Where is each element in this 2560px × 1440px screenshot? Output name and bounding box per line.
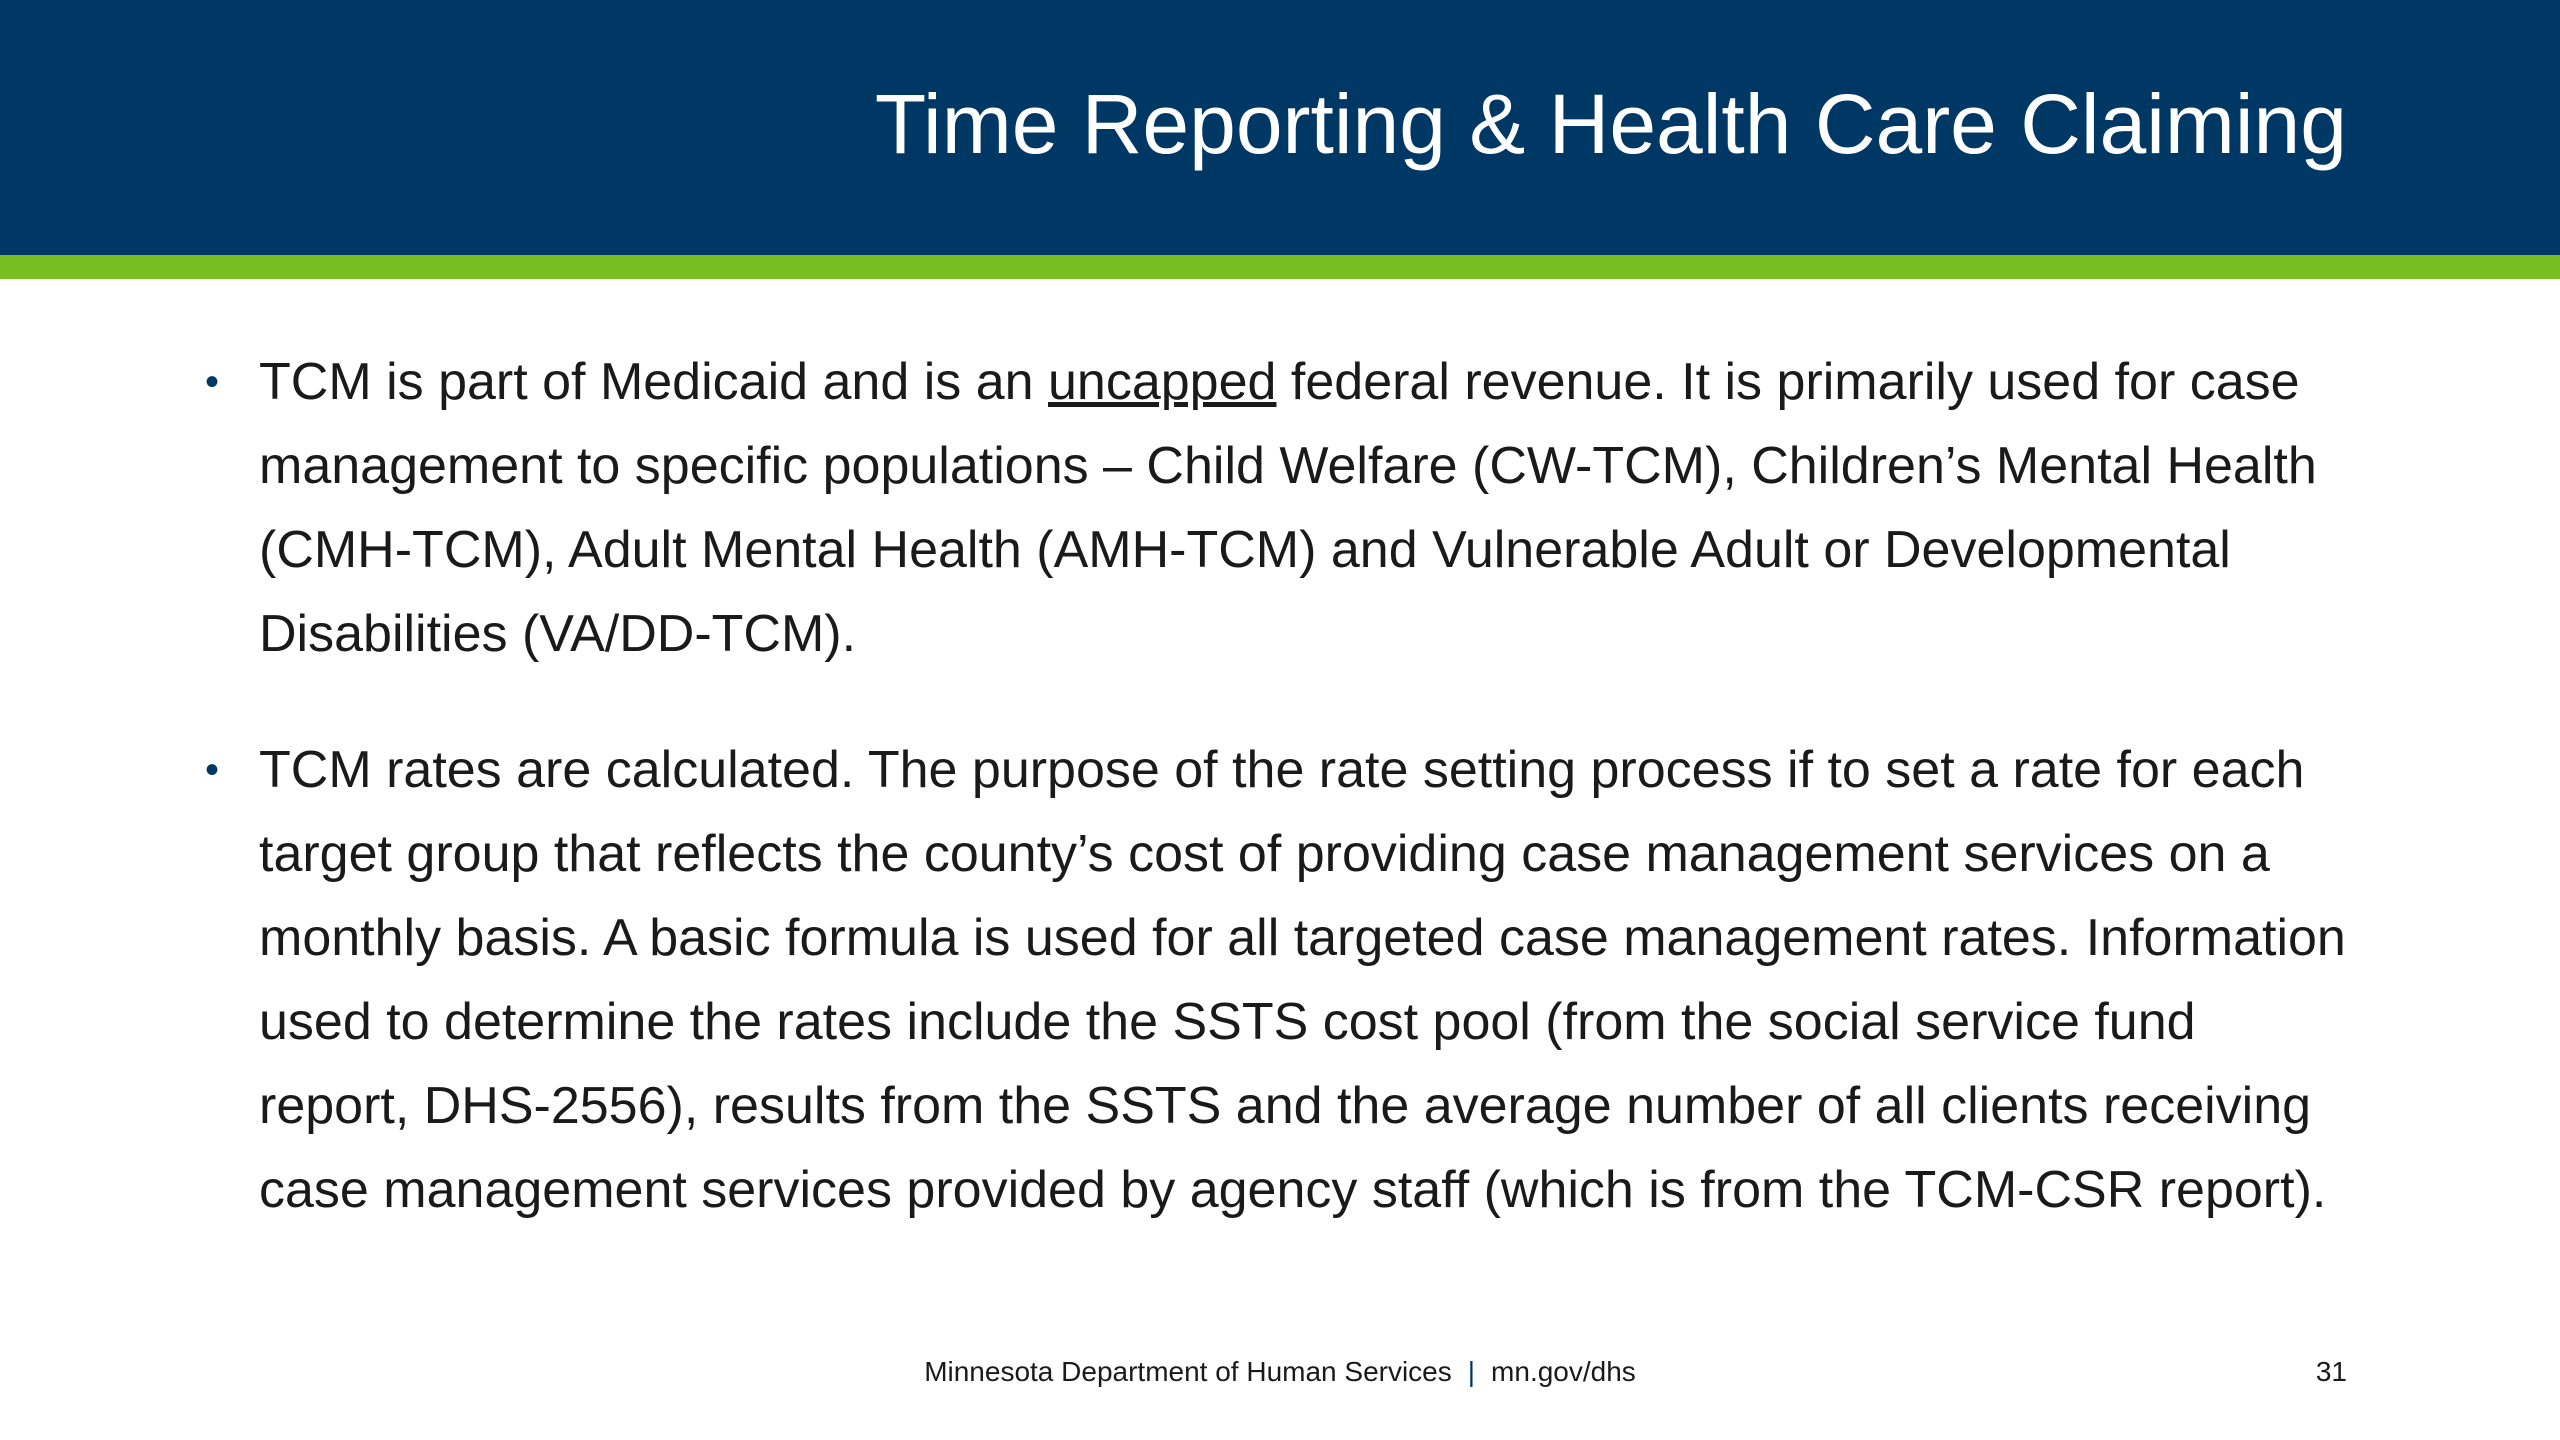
bullet-text-post: federal revenue. It is primarily used for case management to specific populations – Child Welfare (CW-TCM), Children’s Mental Health (CMH-TCM), Adult Mental Health (AMH-TCM) and Vulnerable Adult or Developmental Disabilities (VA/DD-TCM). bbox=[259, 353, 2317, 663]
slide-title: Time Reporting & Health Care Claiming bbox=[874, 77, 2347, 171]
bullet-item bbox=[205, 728, 2355, 1232]
bullet-text: TCM rates are calculated. The purpose of the rate setting process if to set a rate for each target group that reflects the county’s cost of providing case management services on a monthly basis. A basic formula is used for all targeted case management rates. Information used to determine the rates include the SSTS cost pool (from the social service fund report, DHS-2556), results from the SSTS and the average number of all clients receiving case management services provided by agency staff (which is from the TCM-CSR report). bbox=[259, 741, 2346, 1219]
page-number: 31 bbox=[2315, 1356, 2347, 1387]
footer bbox=[0, 1352, 2560, 1392]
footer-organization: Minnesota Department of Human Services bbox=[924, 1356, 1452, 1387]
header-banner bbox=[0, 0, 2560, 255]
bullet-text-pre: TCM is part of Medicaid and is an bbox=[259, 353, 1048, 411]
bullet-list bbox=[205, 340, 2355, 1284]
footer-url: mn.gov/dhs bbox=[1491, 1356, 1636, 1387]
footer-separator: | bbox=[1467, 1356, 1476, 1387]
accent-bar bbox=[0, 255, 2560, 279]
bullet-item bbox=[205, 340, 2355, 676]
bullet-dot-icon: • bbox=[205, 360, 220, 404]
bullet-dot-icon: • bbox=[205, 748, 220, 792]
underlined-term: uncapped bbox=[1048, 353, 1277, 411]
